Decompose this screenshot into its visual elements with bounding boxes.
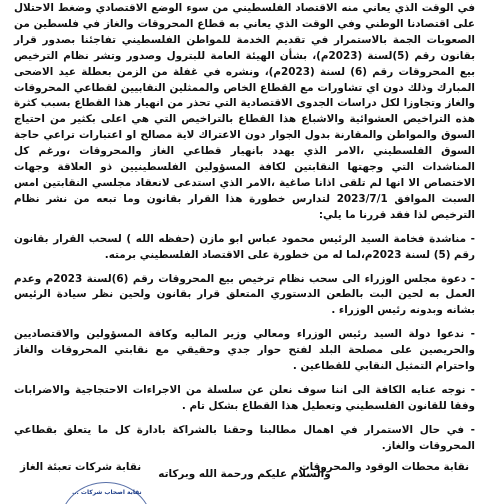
signature-gas-union: نقابة شركات تعبئة الغاز (20, 461, 142, 473)
signature-fuel-union: نقابة محطات الوقود والمحروقات (299, 461, 469, 473)
closing-greeting: والسلام عليكم ورحمة الله وبركاته (158, 467, 331, 480)
decision-item-2: - دعوة مجلس الوزراء الى سحب نظام ترخيص بيع المحروقات رقم (6)لسنة 2023م وعدم العمل به لحين البت بالطعن الدستوري المتعلق قرار بقانون ولحين نظر سيادة الرئيس بشانه وبدونه رئيس الوزراء . (14, 272, 475, 317)
signature-row (20, 461, 469, 473)
spacer (14, 264, 475, 272)
spacer (14, 375, 475, 383)
spacer (14, 319, 475, 327)
decision-item-5: - في حال الاستمرار في اهمال مطالبنا وحقنا بالشراكة بادارة كل ما يتعلق بقطاعي المحروقات والغاز. (14, 423, 475, 452)
intro-paragraph: في الوقت الذي يعاني منه الاقتصاد الفلسطيني من سوء الوضع الاقتصادي وضغط الاحتلال على اقتصادنا الوطني وفي الوقت الذي يعاني به قطاع المحروقات والغاز في فلسطين من الصعوبات الجمة بالاستمرار في تقديم الخدمة للمواطن الفلسطيني تفاجئنا بصدور قرار بقانون رقم (5)لسنة (2023م)، بشأن الهيئة العامة للبترول وصدور وتشر نظام الترخيص بيع المحروقات رقم (6) لسنة (2023م)، ونشره في غفلة من الزمن بعطلة عيد الاضحى المبارك وذلك دون اي تشاورات مع القطاع الخاص والممثلين النقابيين لقطاعي المحروقات والغاز وتجاوزا لكل دراسات الجدوى الاقتصادية التي تحذر من انهيار هذا القطاع بسبب كثرة هذه التراخيص العشوائية والاشباع هذا القطاع بالتراخيص التي هي اعلى بكثير من احتياج السوق والمواطن والمقارنة بدول الجوار دون الاعتراك لاية مصالح او اعتبارات تراعي حاجة السوق الفلسطيني ،الامر الذي يهدد بانهيار قطاعي الغاز والمحروقات ،ورغم كل المناشدات التي وجهتها النقابتين لكافة المسؤولين الفلسطينيين ذو العلاقة وجهات الاختصاص الا انها لم تلقى اذانا صاغية ،الامر الذي استدعى لانعقاد مجلسي النقابتين امس السبت الموافق 2023/7/1 لتدارس خطورة هذا القرار بقانون وما تبعه من نشر نظام الترخيص لذا فقد قررنا ما يلي: (14, 2, 476, 221)
spacer (14, 224, 475, 232)
spacer (14, 415, 475, 423)
decision-item-1: - مناشدة فخامة السيد الرئيس محمود عباس ابو مازن (حفظه الله ) لسحب القرار بقانون رقم (5) لسنة 2023م،لما له من خطورة على الاقتصاد الفلسطيني برمته. (14, 232, 475, 261)
decision-item-4: - نوجه عنايه الكافة الى اننا سوف نعلن عن سلسلة من الاجراءات الاحتجاجية والاضرابات وفقا للقانون الفلسطيني وتعطيل هذا القطاع بشكل تام . (14, 383, 475, 412)
decision-item-3: - ندعوا دولة السيد رئيس الوزراء ومعالي وزير الماليه وكافة المسؤولين والاقتصاديين والحريصين على مصلحة البلد لفتح حوار جدي وحقيقي مع نقابتي المحروقات والغاز واحترام التمثيل النقابي للقطاعين . (14, 328, 475, 373)
stamp-text: نقابة اصحاب شركات ... (72, 489, 142, 496)
